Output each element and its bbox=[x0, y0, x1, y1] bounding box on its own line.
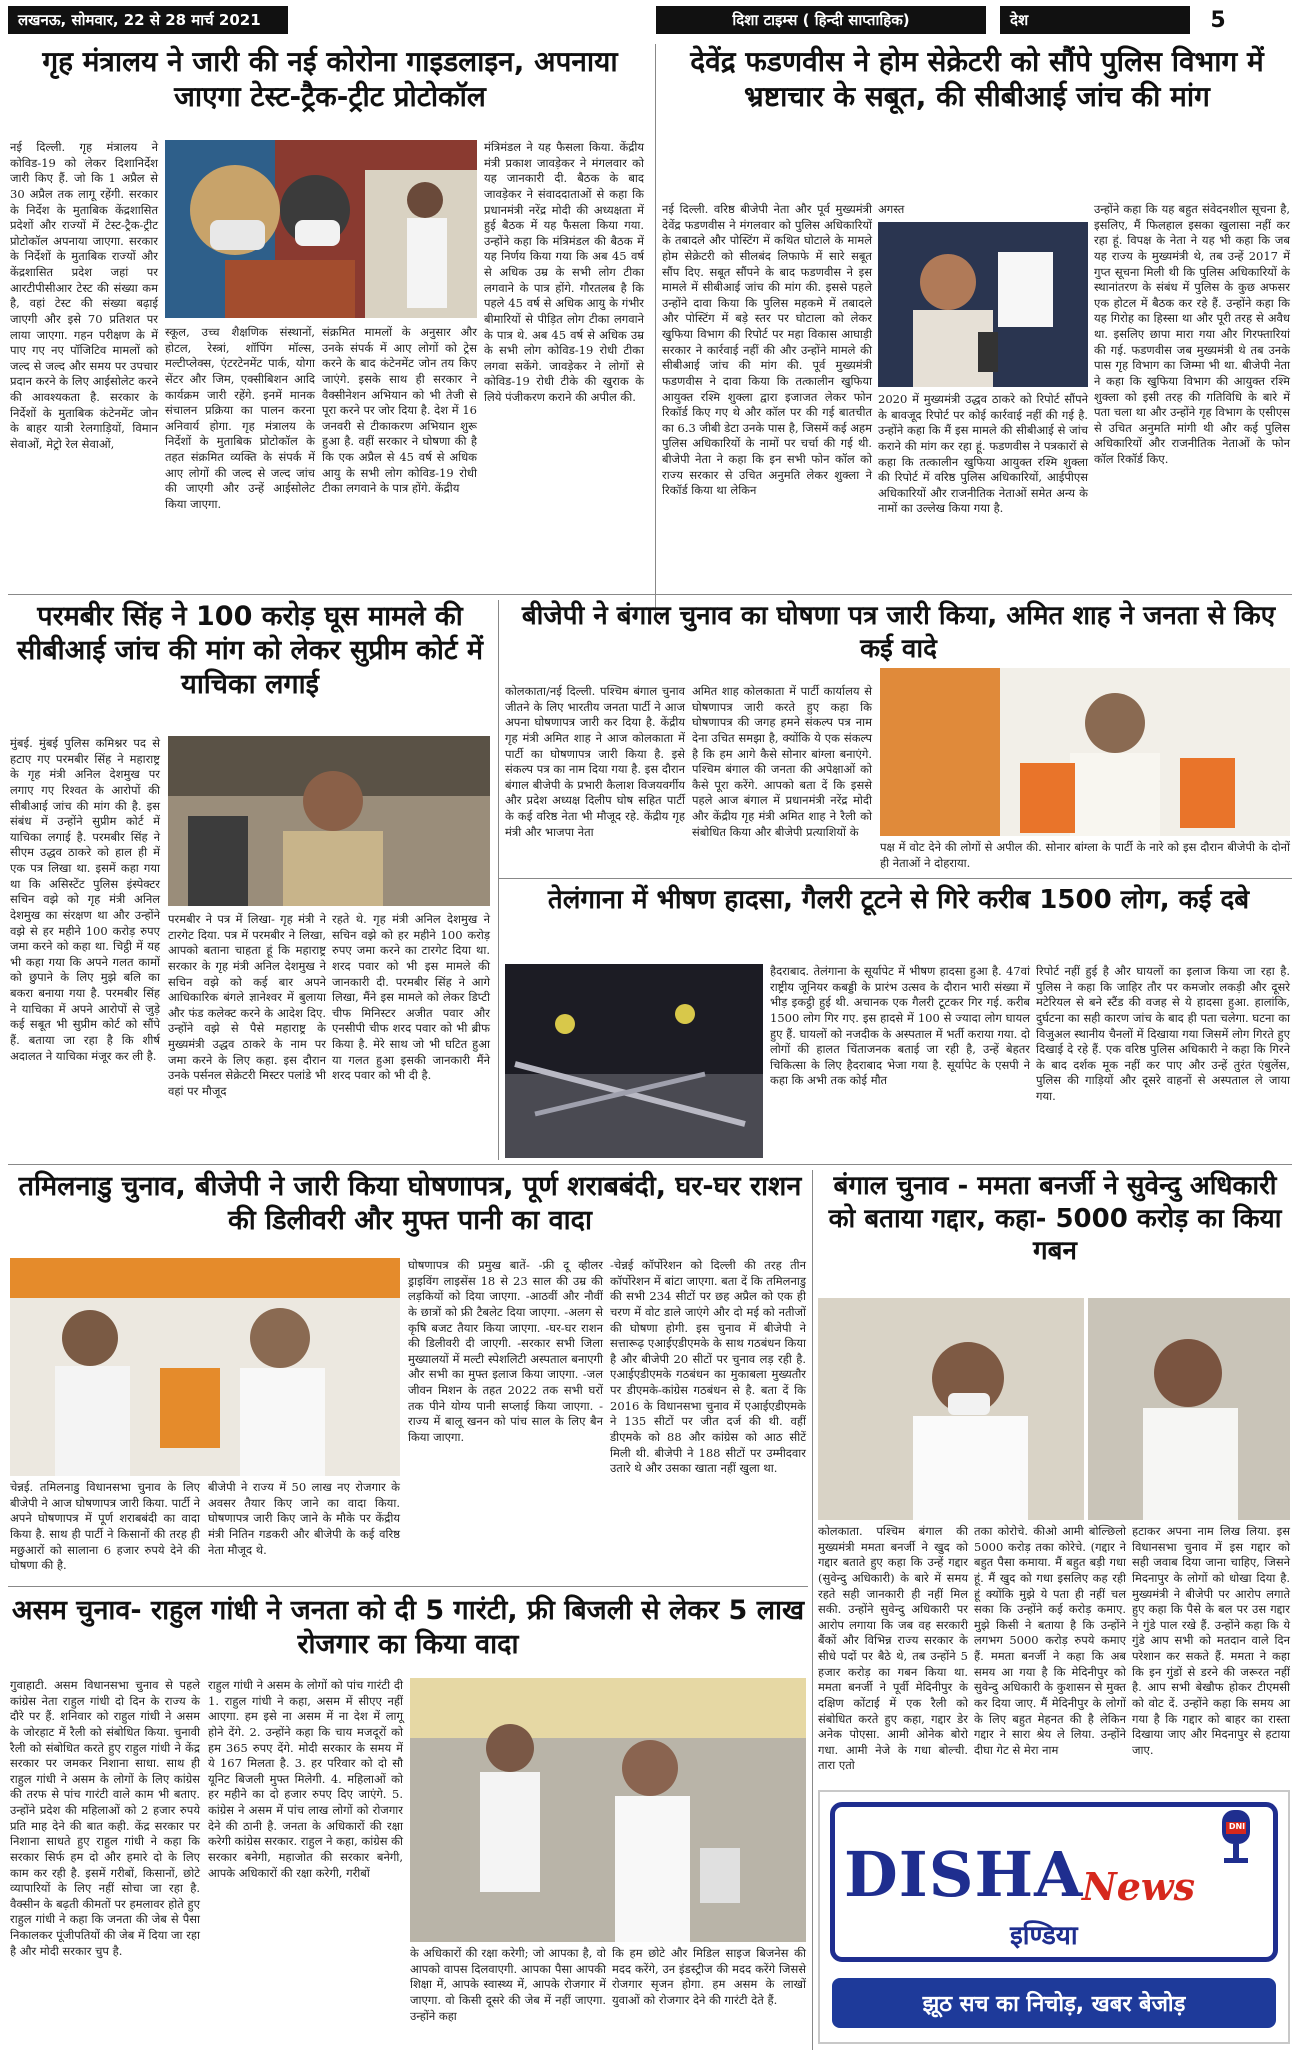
article-body: हैदराबाद. तेलंगाना के सूर्यापेट में भीषण हादसा हुआ है. 47वां राष्ट्रीय जूनियर कबड्डी के प्रारंभ उत्सव के दौरान भारी संख्या में भीड़ इकट्ठी हुई थी. अचानक एक गैलरी टूटकर गिर गई. करीब 1500 लोग गिर गए. इस हादसे में 100 से ज्यादा लोग घायल हुए हैं. घायलों को नजदीक के अस्पताल में भर्ती कराया गया. दो लोगों की हालत चिंताजनक बताई जा रही है, उन्हें बेहतर चिकित्सा के लिए हैदराबाद भेजा गया है. सूर्यापेट के एसपी ने कहा कि अभी तक कोई मौत bbox=[770, 964, 1030, 1088]
header-section: देश bbox=[1000, 6, 1190, 34]
article-body: 2020 में मुख्यमंत्री उद्धव ठाकरे को रिपोर्ट सौंपने के बावजूद रिपोर्ट पर कोई कार्रवाई नहीं की गई है. उन्होंने कहा कि मैं इस मामले की सीबीआई से जांच कराने की मांग कर रहा हूं. फडणवीस ने पत्रकारों से कहा कि तत्कालीन खुफिया आयुक्त रश्मि शुक्ला की रिपोर्ट में वरिष्ठ पुलिस अधिकारियों, आईपीएस अधिकारियों और राजनीतिक नेताओं समेत अन्य के नामों का उल्लेख किया गया है. bbox=[878, 392, 1088, 516]
article-body: परमबीर ने पत्र में लिखा- गृह मंत्री ने टारगेट दिया. पत्र में परमबीर ने लिखा, आपको बताना चाहता हूं कि महाराष्ट्र सरकार के गृह मंत्री अनिल देशमुख ने सचिन वझे को कई बार अपने आधिकारिक बंगले ज्ञानेश्वर में बुलाया और फंड कलेक्ट करने के आदेश दिए. उन्होंने वझे से पैसे महाराष्ट्र के मुख्यमंत्री उद्धव ठाकरे के नाम पर जमा करने के लिए कहा. इस दौरान उनके पर्सनल सेक्रेटरी मिस्टर पलांडे भी वहां पर मौजूद bbox=[168, 912, 326, 1098]
article-headline: असम चुनाव- राहुल गांधी ने जनता को दी 5 गारंटी, फ्री बिजली से लेकर 5 लाख रोजगार का किया वादा bbox=[11, 1595, 805, 1660]
header-publication: दिशा टाइम्स ( हिन्दी साप्ताहिक) bbox=[656, 6, 986, 34]
covid-mural-photo bbox=[165, 140, 477, 318]
article-body: नई दिल्ली. वरिष्ठ बीजेपी नेता और पूर्व मुख्यमंत्री देवेंद्र फडणवीस ने मंगलवार को पुलिस अधिकारियों के तबादले और पोस्टिंग में कथित घोटाले के मामले होम सेक्रेटरी को सीलबंद लिफाफे में सारे सबूत सौंप दिए. सबूत सौंपने के बाद फडणवीस ने इस मामले में सीबीआई जांच की मांग की. इससे पहले उन्होंने दावा किया कि पुलिस महकमे में तबादले और पोस्टिंग में बड़े स्तर पर घोटाला को लेकर खुफिया विभाग की रिपोर्ट पर महा विकास आघाड़ी सरकार ने कार्रवाई नहीं की और उन्होंने मामले की सीबीआई जांच की मांग की. पूर्व मुख्यमंत्री फडणवीस ने दावा किया कि तत्कालीन खुफिया आयुक्त रश्मि शुक्ला द्वारा इजाजत लेकर फोन रिकॉर्ड किए गए थे और कॉल पर की गई बातचीत का 6.3 जीबी डेटा उनके पास है, जिसमें कई अहम पुलिस अधिकारियों के नामों पर चर्चा की गई थी. बीजेपी नेता ने कहा कि इन सभी फोन कॉल को राज्य सरकार से उचित अनुमति लेकर शुक्ला ने रिकॉर्ड किया था लेकिन bbox=[662, 202, 872, 498]
fadnavis-press-photo bbox=[878, 222, 1088, 387]
mic-label: DNI bbox=[1228, 1822, 1246, 1831]
logo-news-text: News bbox=[1082, 1864, 1196, 1909]
section-divider bbox=[8, 1164, 1292, 1165]
column-divider bbox=[498, 600, 499, 1160]
article-body: रिपोर्ट नहीं हुई है और घायलों का इलाज किया जा रहा है. पुलिस ने कहा कि जाहिर तौर पर कमजोर लकड़ी और दूसरे मटेरियल से बने स्टैंड की वजह से ये हादसा हुआ. हालांकि, दुर्घटना का सही कारण जांच के बाद ही पता चलेगा. घटना का विजुअल स्थानीय चैनलों में दिखाया गया जिसमें लोग गिरते हुए दिखाई दे रहे हैं. एक वरिष्ठ पुलिस अधिकारी ने कहा कि गिरने के बाद दर्शक मूक नहीं कर पाए और उन्हें तुरंत एंबुलेंस, पुलिस की गाड़ियों और दूसरे वाहनों से अस्पताल ले जाया गया. bbox=[1036, 964, 1290, 1103]
section-divider bbox=[8, 594, 1292, 595]
article-body: मुंबई. मुंबई पुलिस कमिश्नर पद से हटाए गए परमबीर सिंह ने महाराष्ट्र के गृह मंत्री अनिल देशमुख पर लगाए गए रिश्वत के आरोपों की सीबीआई जांच की मांग की है. इस संबंध में उन्होंने सुप्रीम कोर्ट में याचिका लगाई है. परमबीर सिंह ने सीएम उद्धव ठाकरे को हाल ही में एक पत्र लिखा था. इसमें कहा गया था कि असिस्टेंट पुलिस इंस्पेक्टर सचिन वझे को गृह मंत्री अनिल देशमुख का संरक्षण था और उन्होंने वझे से हर महीने 100 करोड़ रुपए जमा करने को कहा था. चिट्ठी में यह भी कहा गया कि अपने गलत कामों को छुपाने के लिए मुझे बलि का बकरा बनाया गया है. परमबीर सिंह ने याचिका में अपने आरोपों से जुड़े कई सबूत भी सुप्रीम कोर्ट को सौंपे हैं. बताया जा रहा है कि शीर्ष अदालत ने याचिका मंजूर कर ली है. bbox=[10, 736, 160, 1063]
logo-sub-text: इण्डिया bbox=[1010, 1921, 1078, 1951]
column-divider bbox=[812, 1170, 813, 2050]
article-headline: तेलंगाना में भीषण हादसा, गैलरी टूटने से गिरे करीब 1500 लोग, कई दबे bbox=[547, 885, 1250, 915]
mamata-banerjee-photo bbox=[818, 1298, 1084, 1520]
amit-shah-manifesto-photo bbox=[880, 668, 1290, 836]
section-divider bbox=[498, 878, 1292, 879]
article-body: अमित शाह कोलकाता में पार्टी कार्यालय से घोषणापत्र जारी करते हुए कहा कि घोषणापत्र की जगह हमने संकल्प पत्र नाम देना उचित समझा है, क्योंकि ये एक संकल्प है कि हम आगे कैसे सोनार बांग्ला बनाएंगे. पश्चिम बंगाल की जनता की अपेक्षाओं को कैसे पूरा करेंगे. आपको बता दें कि इससे पहले आज बंगाल में प्रधानमंत्री नरेंद्र मोदी और केंद्रीय गृह मंत्री अमित शाह ने रैली को संबोधित किया और बीजेपी प्रत्याशियों के bbox=[692, 684, 872, 839]
rahul-gandhi-manifesto-photo bbox=[410, 1678, 806, 1942]
header-date: लखनऊ, सोमवार, 22 से 28 मार्च 2021 bbox=[8, 6, 288, 34]
microphone-icon bbox=[1216, 1808, 1266, 1866]
article-body: कोलकाता. पश्चिम बंगाल की मुख्यमंत्री ममता बनर्जी ने खुद को गद्दार बताते हुए कहा कि उन्हें गद्दार (सुवेन्दु अधिकारी) के बारे में समय रहते सही जानकारी ही नहीं मिल सकी. उन्होंने सुवेन्दु अधिकारी पर आरोप लगाया कि जब वह सरकारी बैंकों और विभिन्न राज्य सरकार के सीधे पदों पर बैठे थे, तब उन्होंने 5 हजार करोड़ का गबन किया था. ममता बनर्जी ने पूर्वी मेदिनीपुर के दक्षिण कोंटाई में एक रैली को संबोधित करते हुए कहा, गद्दार डेर अनेक पोएसा. आमी ओनेक बोरो गधा. आमी नेजे के गधा बोल्ची. तारा एतो bbox=[818, 1524, 968, 1773]
article-headline: बीजेपी ने बंगाल चुनाव का घोषणा पत्र जारी किया, अमित शाह ने जनता से किए कई वादे bbox=[521, 601, 1276, 664]
article-body: कोलकाता/नई दिल्ली. पश्चिम बंगाल चुनाव जीतने के लिए भारतीय जनता पार्टी ने आज अपना घोषणापत्र जारी कर दिया है. केंद्रीय गृह मंत्री अमित शाह ने आज कोलकाता में पार्टी का घोषणापत्र जारी किया है. इसे संकल्प पत्र का नाम दिया गया है. इस दौरान बंगाल बीजेपी के प्रभारी कैलाश विजयवर्गीय और प्रदेश अध्यक्ष दिलीप घोष सहित पार्टी के कई वरिष्ठ नेता भी मौजूद रहे. केंद्रीय गृह मंत्री और भाजपा नेता bbox=[505, 684, 685, 839]
article-body: घोषणापत्र की प्रमुख बातें- -फ्री दू व्हीलर ड्राइविंग लाइसेंस 18 से 23 साल की उम्र की लड़कियों को दिया जाएगा. -आठवीं और नौवीं के छात्रों को फ्री टैबलेट दिया जाएगा. -अलग से कृषि बजट तैयार किया जाएगा. -घर-घर राशन की डिलीवरी दी जाएगी. -सरकार सभी जिला मुख्यालयों में मल्टी स्पेशलिटी अस्पताल बनाएगी और सभी का मुफ्त इलाज किया जाएगा. -जल जीवन मिशन के तहत 2022 तक सभी घरों तक पीने योग्य पानी सप्लाई किया जाएगा. - राज्य में बालू खनन को पांच साल के लिए बैन किया जाएगा. bbox=[408, 1258, 603, 1444]
article-body: तका कोरोचे. कीओ आमी बोल्छिलो 5000 करोड़ तका कोरेचे. (गद्दार ने बहुत पैसा कमाया. मैं बहुत बड़ी गधा हूं. मैं खुद को गधा इसलिए कह रही हूं क्योंकि मुझे ये पता ही नहीं चल सका कि उन्होंने कई करोड़ कमाए. मुझे किसी ने बताया है कि उन्होंने लगभग 5000 करोड़ रुपये कमाए हैं. ममता बनर्जी ने कहा कि अब समय आ गया है कि मेदिनीपुर को सुवेन्दु अधिकारी के कुशासन से मुक्त कर दिया जाए. मैं मेदिनीपुर के लोगों के लिए बहुत मेहनत की है लेकिन गद्दार ने सारा श्रेय ले लिया. उन्होंने दीघा गेट से मेरा नाम bbox=[974, 1524, 1126, 1757]
article-body: उन्होंने कहा कि यह बहुत संवेदनशील सूचना है, इसलिए, मैं फिलहाल इसका खुलासा नहीं कर रहा हूं. विपक्ष के नेता ने यह भी कहा कि जब यह राज्य के मुख्यमंत्री थे, तब उन्हें 2017 में गुप्त सूचना मिली थी कि पुलिस अधिकारियों के स्थानांतरण के संबंध में पुलिस के कुछ अफसर एक होटल में बैठक कर रहे हैं. उन्होंने कहा कि यह गिरोह का हिस्सा था और पूरी तरह से अवैध था. इसलिए छापा मारा गया और गिरफ्तारियां की गई. फडणवीस जब मुख्यमंत्री थे तब उनके पास गृह विभाग का जिम्मा भी था. बीजेपी नेता ने कहा कि खुफिया विभाग की आयुक्त रश्मि शुक्ला को इसी तरह की गतिविधि के बारे में पता चला था और उन्होंने गृह विभाग के एसीएस से उचित अनुमति मांगी थी और कई पुलिस अधिकारियों और राजनीतिक नेताओं के फोन कॉल रिकॉर्ड किए. bbox=[1094, 202, 1290, 466]
article-body: -चेन्नई कॉर्पोरेशन को दिल्ली की तरह तीन कॉर्पोरेशन में बांटा जाएगा. बता दें कि तमिलनाडु की सभी 234 सीटों पर छह अप्रैल को एक ही चरण में वोट डाले जाएंगे और दो मई को नतीजों की घोषणा होगी. इस चुनाव में बीजेपी ने सत्तारूढ़ एआईएडीएमके के साथ गठबंधन किया है और बीजेपी 20 सीटों पर चुनाव लड़ रही है. एआईएडीएमके गठबंधन का मुकाबला मुख्यतौर पर डीएमके-कांग्रेस गठबंधन से है. बता दें कि 2016 के विधानसभा चुनाव में एआईएडीएमके ने 135 सीटों पर जीत दर्ज की थी. वहीं डीएमके को 88 और कांग्रेस को आठ सीटें मिली थी. बीजेपी ने 188 सीटों पर उम्मीदवार उतारे थे और उसका खाता नहीं खुला था. bbox=[610, 1258, 806, 1476]
disha-news-logo bbox=[818, 1790, 1290, 2044]
gallery-collapse-photo bbox=[505, 964, 763, 1158]
article-body: अगस्त bbox=[878, 202, 905, 216]
article-body: स्कूल, उच्च शैक्षणिक संस्थानों, होटल, रेस्त्रां, शॉपिंग मॉल्स, मल्टीप्लेक्स, एंटरटेनमेंट पार्क, योगा सेंटर और जिम, एक्सीबिशन आदि कार्यक्रम जारी रहेंगे. इनमें मानक संचालन प्रक्रिया का पालन करना अनिवार्य होगा. गृह मंत्रालय के निर्देशों के मुताबिक प्रोटोकॉल के तहत संक्रमित व्यक्ति के संपर्क में आए लोगों की जल्द से जल्द जांच की जाएगी और उन्हें आईसोलेट किया जाएगा. bbox=[165, 325, 315, 511]
article-headline: तमिलनाडु चुनाव, बीजेपी ने जारी किया घोषणापत्र, पूर्ण शराबबंदी, घर-घर राशन की डिलीवरी और मुफ्त पानी का वादा bbox=[18, 1171, 802, 1236]
tamilnadu-manifesto-photo bbox=[10, 1258, 400, 1476]
column-divider bbox=[655, 44, 656, 619]
parambir-singh-photo bbox=[168, 736, 490, 906]
article-body: राहुल गांधी ने असम के लोगों को पांच गारंटी दी 1. राहुल गांधी ने कहा, असम में सीएए नहीं आएगा. हम इसे ना असम में ना देश में लागू होने देंगे. 2. उन्होंने कहा कि चाय मजदूरों को हम 365 रुपए देंगे. मोदी सरकार के समय में ये 167 मिलता है. 3. हर परिवार को दो सौ यूनिट बिजली मुफ्त मिलेगी. 4. महिलाओं को हर महीने का दो हजार रुपए दिए जाएंगे. 5. कांग्रेस ने असम में पांच लाख लोगों को रोजगार देने की ठानी है. जनता के अधिकारों की रक्षा करेगी कांग्रेस सरकार. राहुल ने कहा, कांग्रेस की सरकार बनेगी, महाजोत की सरकार बनेगी, आपके अधिकारों की रक्षा करेगी, गरीबों bbox=[208, 1678, 403, 1880]
article-body: नई दिल्ली. गृह मंत्रालय ने कोविड-19 को लेकर दिशानिर्देश जारी किए हैं. जो कि 1 अप्रैल से 30 अप्रैल तक लागू रहेंगी. सरकार के निर्देश के मुताबिक केंद्रशासित प्रदेशों और राज्यों में टेस्ट-ट्रैक-ट्रीट प्रोटोकॉल अपनाया जाएगा. सरकार के निर्देशों के मुताबिक राज्यों और केंद्रशासित प्रदेश जहां पर आरटीपीसीआर टेस्ट की संख्या कम है, वहां टेस्ट की संख्या बढ़ाई जाएगी और इसे 70 प्रतिशत पर लाया जाएगा. गहन परीक्षण के में पाए गए नए पॉजिटिव मामलों को जल्द से जल्द और समय पर उपचार प्रदान करने के लिए आईसोलेट करने की आवश्यकता है. सरकार के निर्देशों के मुताबिक कंटेनमेंट जोन के बाहर यात्री रेलगाड़ियों, विमान सेवाओं, मेट्रो रेल सेवाओं, bbox=[10, 140, 158, 451]
article-body: के अधिकारों की रक्षा करेगी; जो आपका है, वो आपको वापस दिलवाएगी. आपका पैसा आपकी शिक्षा में, आपके स्वास्थ्य में, आपके रोजगार में जाएगा. वो किसी दूसरे की जेब में नहीं जाएगा. उन्होंने कहा bbox=[410, 1946, 606, 2023]
article-body: रहते थे. गृह मंत्री अनिल देशमुख ने सचिन वझे को हर महीने 100 करोड़ रुपए जमा करने का टारगेट दिया था. शरद पवार को भी इस मामले की जानकारी दी. परमबीर सिंह ने आगे लिखा, मैंने इस मामले को लेकर डिप्टी चीफ मिनिस्टर अजीत पवार और एनसीपी चीफ शरद पवार को भी ब्रीफ किया है. मेरे साथ जो भी घटित हुआ या गलत हुआ इसकी जानकारी मैंने शरद पवार को भी दी है. bbox=[332, 912, 490, 1083]
article-headline: गृह मंत्रालय ने जारी की नई कोरोना गाइडलाइन, अपनाया जाएगा टेस्ट-ट्रैक-ट्रीट प्रोटोकॉल bbox=[42, 45, 618, 113]
logo-tagline: झूठ सच का निचोड़, खबर बेजोड़ bbox=[832, 1978, 1276, 2028]
article-body: संक्रमित मामलों के अनुसार और उनके संपर्क में आए लोगों को ट्रेस करने के बाद कंटेनमेंट जोन तय किए जाएंगे. इसके साथ ही सरकार ने वैक्सीनेशन अभियान को भी तेजी से पूरा करने पर जोर दिया है. देश में 16 जनवरी से टीकाकरण अभियान शुरू हुआ है. वहीं सरकार ने घोषणा की है कि एक अप्रैल से 45 वर्ष से अधिक आयु के सभी लोग कोविड-19 रोधी टीका लगवाने के पात्र होंगे. केंद्रीय bbox=[322, 325, 477, 496]
suvendu-adhikari-photo bbox=[1088, 1298, 1290, 1520]
article-body: चेन्नई. तमिलनाडु विधानसभा चुनाव के लिए बीजेपी ने आज घोषणापत्र जारी किया. पार्टी ने अपने घोषणापत्र में पूर्ण शराबबंदी का वादा किया है. साथ ही पार्टी ने किसानों की तरह ही मछुआरों को सालाना 6 हजार रुपये देने की घोषणा की है. bbox=[10, 1480, 200, 1573]
section-divider bbox=[8, 1586, 808, 1587]
article-body: गुवाहाटी. असम विधानसभा चुनाव से पहले कांग्रेस नेता राहुल गांधी दो दिन के राज्य के दौरे पर हैं. शनिवार को राहुल गांधी ने असम के जोरहाट में रैली को संबोधित किया. चुनावी रैली को संबोधित करते हुए राहुल गांधी ने केंद्र सरकार पर जमकर निशाना साधा. साथ ही राहुल गांधी ने असम के लोगों के लिए कांग्रेस की तरफ से पांच गारंटी वाले काम भी बताए. उन्होंने प्रदेश की महिलाओं को 2 हजार रुपये प्रति माह देने की बात कही. केंद्र सरकार पर निशाना साधते हुए राहुल गांधी ने कहा कि सरकार सिर्फ हम दो और हमारे दो के लिए काम कर रही है. इसमें गरीबों, किसानों, छोटे व्यापारियों के लिए नहीं सोचा जा रहा है. वैक्सीन के बढ़ती कीमतों पर हमलावर होते हुए राहुल गांधी ने कहा कि जनता की जेब से पैसा निकालकर पूंजीपतियों की जेब में दिया जा रहा है और मोदी सरकार चुप है. bbox=[10, 1678, 200, 1958]
article-headline: देवेंद्र फडणवीस ने होम सेक्रेटरी को सौंपे पुलिस विभाग में भ्रष्टाचार के सबूत, की सीबीआई जांच की मांग bbox=[690, 45, 1264, 113]
article-headline: बंगाल चुनाव - ममता बनर्जी ने सुवेन्दु अधिकारी को बताया गद्दार, कहा- 5000 करोड़ का किया गबन bbox=[828, 1171, 1282, 1266]
article-body: कि हम छोटे और मिडिल साइज बिजनेस की मदद करेंगे, उन इंडस्ट्रीज की मदद करेंगे जिससे रोजगार सृजन होगा. हम असम के लाखों युवाओं को रोजगार देने की गारंटी देते हैं. bbox=[612, 1946, 806, 2007]
logo-main-text: DISHA bbox=[844, 1838, 1084, 1911]
page-number: 5 bbox=[1198, 6, 1238, 34]
article-body: मंत्रिमंडल ने यह फैसला किया. केंद्रीय मंत्री प्रकाश जावड़ेकर ने मंगलवार को यह जानकारी दी. बैठक के बाद जावड़ेकर ने संवाददाताओं से कहा कि प्रधानमंत्री नरेंद्र मोदी की अध्यक्षता में हुई बैठक में यह फैसला किया गया. उन्होंने कहा कि मंत्रिमंडल की बैठक में यह निर्णय किया गया कि अब 45 वर्ष से अधिक उम्र के सभी लोग टीका लगवाने के पात्र होंगे. गौरतलब है कि पहले 45 वर्ष से अधिक आयु के गंभीर बीमारियों से पीड़ित लोग टीका लगवाने के पात्र थे. अब 45 वर्ष से अधिक उम्र के सभी लोग कोविड-19 रोधी टीका लगवा सकेंगे. जावड़ेकर ने लोगों से कोविड-19 रोधी टीके की खुराक के लिये पंजीकरण कराने की अपील की. bbox=[484, 140, 644, 404]
page-header-bar bbox=[8, 6, 1292, 34]
photo-caption: पक्ष में वोट देने की लोगों से अपील की. सोनार बांग्ला के पार्टी के नारे को इस दौरान बीजेपी के दोनों ही नेताओं ने दोहराया. bbox=[880, 840, 1290, 870]
article-body: बीजेपी ने राज्य में 50 लाख नए रोजगार के अवसर तैयार किए जाने का वादा किया. घोषणापत्र जारी किए जाने के मौके पर केंद्रीय मंत्री नितिन गडकरी और बीजेपी के कई वरिष्ठ नेता मौजूद थे. bbox=[208, 1480, 400, 1557]
article-headline: परमबीर सिंह ने 100 करोड़ घूस मामले की सीबीआई जांच की मांग को लेकर सुप्रीम कोर्ट में याचिका लगाई bbox=[17, 601, 483, 700]
article-body: हटाकर अपना नाम लिख लिया. इस विधानसभा चुनाव में इस गद्दार को सही जवाब दिया जाना चाहिए, जिसने मिदनापुर के लोगों को धोखा दिया है. मुख्यमंत्री ने बीजेपी पर आरोप लगाते हुए कहा कि पैसे के बल पर उस गद्दार ने गुंडे पाल रखे हैं. उन्होंने कहा कि ये गुंडे आप सभी को मतदान वाले दिन परेशान कर सकते हैं. ममता ने कहा कि इन गुंडों से डरने की जरूरत नहीं है. आप सभी बेखौफ होकर टीएमसी को वोट दें. उन्होंने कहा कि समय आ गया है कि गद्दार को बाहर का रास्ता दिखाया जाए और मिदनापुर से हटाया जाए. bbox=[1132, 1524, 1290, 1757]
